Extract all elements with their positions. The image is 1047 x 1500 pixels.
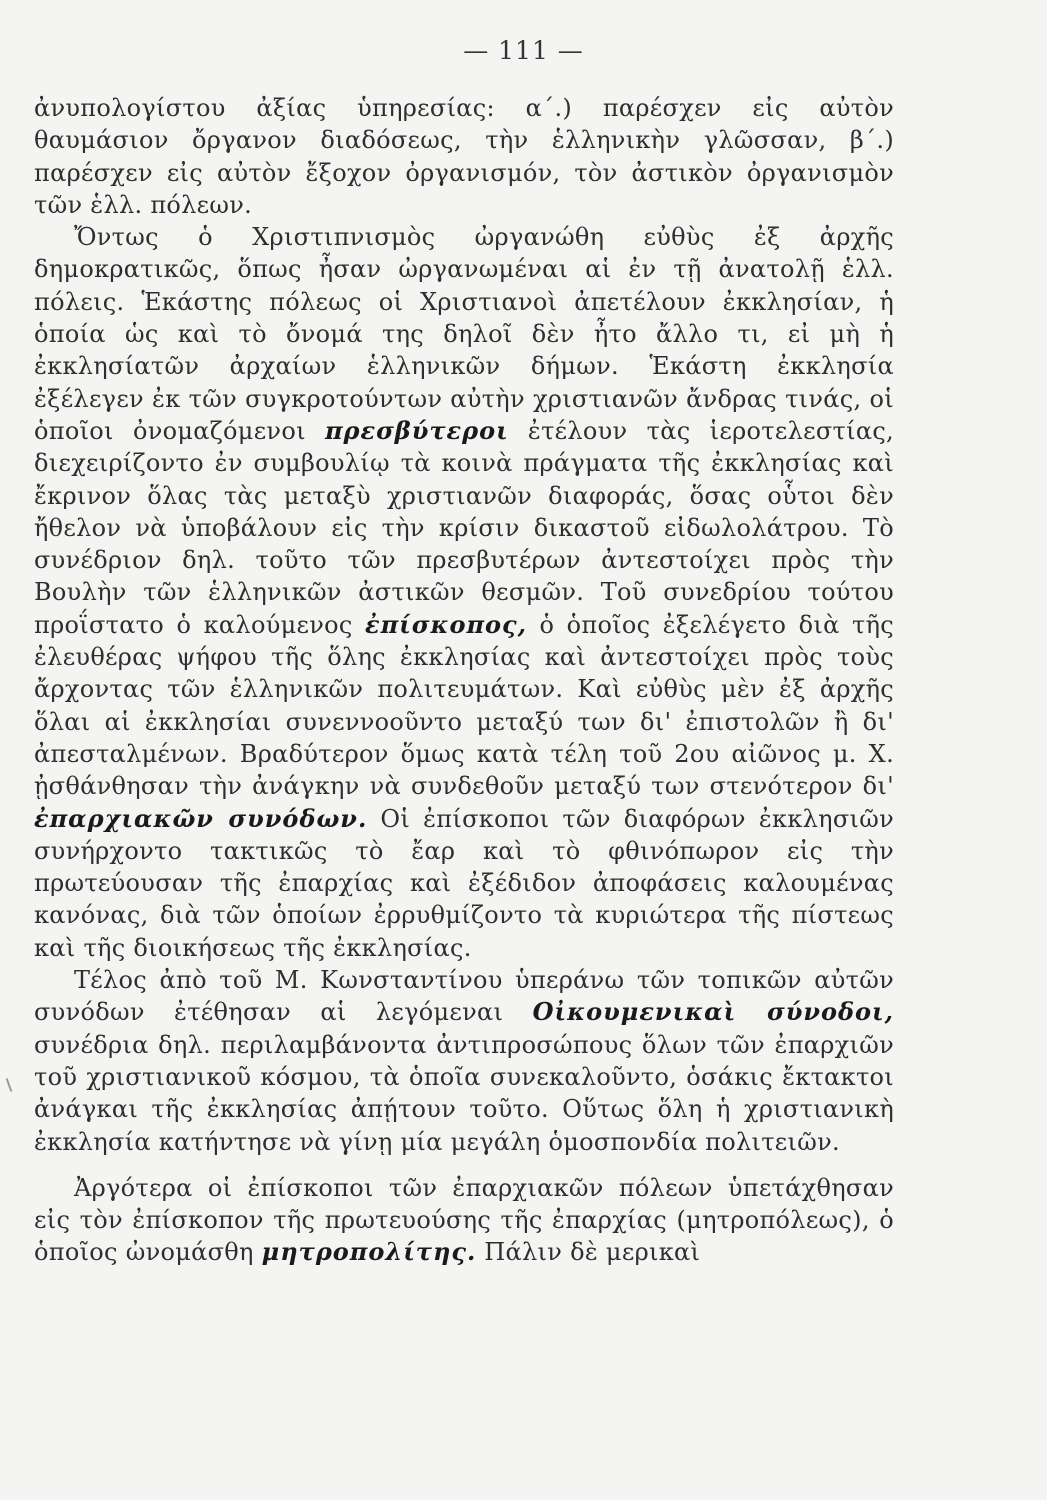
text-segment: Τέλος ἀπὸ τοῦ Μ. Κωνσταντίνου ὑπεράνω τῶν τοπικῶν αὐτῶν συνόδων ἐτέθησαν αἱ λεγόμεναι [34,966,894,1027]
text-segment: συνέδρια δηλ. περιλαμβάνοντα ἀντιπροσώπους ὅλων τῶν ἐπαρχιῶν τοῦ χριστιανικοῦ κόσμου, τὰ ὁποῖα συνεκαλοῦντο, ὁσάκις ἔκτακτοι ἀνάγκαι τῆς ἐκκλησίας ἀπῄτουν τοῦτο. Οὕτως ὅλη ἡ χριστιανικὴ ἐκκλησία κατήντησε νὰ γίνῃ μία μεγάλη ὁμοσπονδία πολιτειῶν. [34,1030,894,1156]
text-segment: Πάλιν δὲ μερικαὶ [476,1238,701,1267]
emphasized-term: Οἰκουμενικαὶ σύνοδοι, [532,997,894,1027]
text-segment: ἐτέλουν τὰς ἱεροτελεστίας, διεχειρίζοντο ἐν συμβουλίῳ τὰ κοινὰ πράγματα τῆς ἐκκλησίας καὶ ἔκρινον ὅλας τὰς μεταξὺ χριστιανῶν διαφοράς, ὅσας οὗτοι δὲν ἤθελον νὰ ὑποβάλουν εἰς τὴν κρίσιν δικαστοῦ εἰδωλολάτρου. Τὸ συνέδριον δηλ. τοῦτο τῶν πρεσβυτέρων ἀντεστοίχει πρὸς τὴν Βουλὴν τῶν ἑλληνικῶν ἀστικῶν θεσμῶν. Τοῦ συνεδρίου τούτου προΐστατο ὁ καλούμενος [34,416,894,639]
text-segment: ἀνυπολογίστου ἀξίας ὑπηρεσίας: α΄.) παρέσχεν εἰς αὐτὸν θαυμάσιον ὄργανον διαδόσεως, τὴν ἑλληνικὴν γλῶσσαν, β΄.) παρέσχεν εἰς αὐτὸν ἔξοχον ὀργανισμόν, τὸν ἀστικὸν ὀργανισμὸν τῶν ἑλλ. πόλεων. [34,94,894,219]
paragraph-2 [34,221,894,964]
emphasized-term: ἐπίσκοπος, [365,609,528,639]
paragraph-4 [34,1172,894,1269]
text-segment: Ὄντως ὁ Χριστιπνισμὸς ὠργανώθη εὐθὺς ἐξ ἀρχῆς δημοκρατικῶς, ὅπως ἦσαν ὠργανωμέναι αἱ ἐν τῇ ἀνατολῇ ἑλλ. πόλεις. Ἑκάστης πόλεως οἱ Χριστιανοὶ ἀπετέλουν ἐκκλησίαν, ἡ ὁποία ὡς καὶ τὸ ὄνομά της δηλοῖ δὲν ἦτο ἄλλο τι, εἰ μὴ ἡ ἐκκλησίατῶν ἀρχαίων ἑλληνικῶν δήμων. Ἑκάστη ἐκκλησία ἐξέλεγεν ἐκ τῶν συγκροτούντων αὐτὴν χριστιανῶν ἄνδρας τινάς, οἱ ὁποῖοι ὀνομαζόμενοι [34,223,894,445]
page-number: — 111 — [463,36,584,65]
emphasized-term: πρεσβύτεροι [324,415,509,445]
paragraph-1 [34,92,894,221]
body-text [34,92,894,1269]
emphasized-term: ἐπαρχιακῶν συνόδων. [34,803,368,833]
text-segment: ὁ ὁποῖος ἐξελέγετο διὰ τῆς ἐλευθέρας ψήφου τῆς ὅλης ἐκκλησίας καὶ ἀντεστοίχει πρὸς τοὺς ἄρχοντας τῶν ἑλληνικῶν πολιτευμάτων. Καὶ εὐθὺς μὲν ἐξ ἀρχῆς ὅλαι αἱ ἐκκλησίαι συνεννοοῦντο μεταξύ των δι' ἐπιστολῶν ἢ δι' ἀπεσταλμένων. Βραδύτερον ὅμως κατὰ τέλη τοῦ 2ου αἰῶνος μ. Χ. ᾐσθάνθησαν τὴν ἀνάγκην νὰ συνδεθοῦν μεταξύ των στενότερον δι' [34,610,894,801]
margin-mark [6,1078,13,1092]
text-segment: Οἱ ἐπίσκοποι τῶν διαφόρων ἐκκλησιῶν συνήρχοντο τακτικῶς τὸ ἔαρ καὶ τὸ φθινόπωρον εἰς τὴν πρωτεύουσαν τῆς ἐπαρχίας καὶ ἐξέδιδον ἀποφάσεις καλουμένας κανόνας, διὰ τῶν ὁποίων ἐρρυθμίζοντο τὰ κυριώτερα τῆς πίστεως καὶ τῆς διοικήσεως τῆς ἐκκλησίας. [34,804,894,962]
text-segment: Ἀργότερα οἱ ἐπίσκοποι τῶν ἐπαρχιακῶν πόλεων ὑπετάχθησαν εἰς τὸν ἐπίσκοπον τῆς πρωτευούσης τῆς ἐπαρχίας (μητροπόλεως), ὁ ὁποῖος ὠνομάσθη [34,1173,894,1267]
paragraph-3 [34,964,894,1158]
emphasized-term: μητροπολίτης. [261,1237,477,1267]
